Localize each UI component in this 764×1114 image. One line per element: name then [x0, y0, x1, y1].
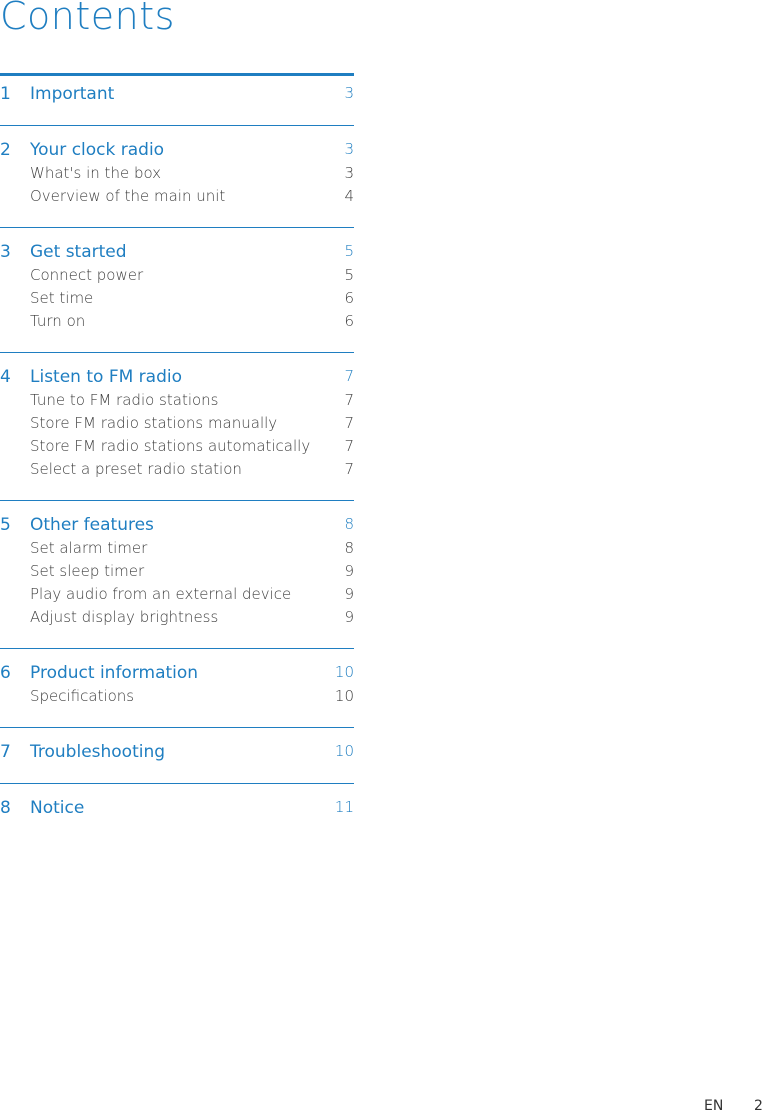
entry-label: Overview of the main unit	[30, 187, 226, 205]
entry-label: Play audio from an external device	[30, 585, 292, 603]
section-page: 5	[344, 242, 354, 260]
section-number: 3	[0, 242, 11, 262]
entry-label: Turn on	[30, 312, 86, 330]
toc-section-heading[interactable]	[0, 242, 354, 265]
toc-entry[interactable]	[0, 561, 354, 584]
entry-page: 6	[344, 312, 354, 330]
section-title: Get started	[30, 242, 127, 262]
entry-page: 5	[344, 266, 354, 284]
entry-page: 7	[344, 437, 354, 455]
toc-entry[interactable]	[0, 288, 354, 311]
toc-entry[interactable]	[0, 607, 354, 630]
toc-section	[0, 227, 354, 352]
section-title: Notice	[30, 798, 85, 818]
toc-section	[0, 500, 354, 648]
entry-label: Specifications	[30, 687, 135, 705]
toc-entry[interactable]	[0, 265, 354, 288]
section-title: Other features	[30, 515, 154, 535]
toc-section-heading[interactable]	[0, 140, 354, 163]
toc-entry[interactable]	[0, 584, 354, 607]
toc-entry[interactable]	[0, 163, 354, 186]
entry-page: 9	[344, 608, 354, 626]
section-number: 7	[0, 742, 11, 762]
page-title: Contents	[0, 0, 175, 38]
footer-language: EN	[704, 1098, 724, 1114]
table-of-contents	[0, 73, 354, 821]
entry-label: What's in the box	[30, 164, 162, 182]
toc-section	[0, 648, 354, 727]
toc-entry[interactable]	[0, 686, 354, 709]
toc-section-heading[interactable]	[0, 798, 354, 821]
entry-page: 7	[344, 414, 354, 432]
entry-label: Adjust display brightness	[30, 608, 219, 626]
section-number: 2	[0, 140, 11, 160]
toc-section-heading[interactable]	[0, 663, 354, 686]
section-page: 3	[344, 84, 354, 102]
entry-page: 10	[334, 687, 354, 705]
toc-section-heading[interactable]	[0, 84, 354, 107]
section-number: 1	[0, 84, 11, 104]
entry-page: 6	[344, 289, 354, 307]
entry-page: 8	[344, 539, 354, 557]
section-title: Your clock radio	[30, 140, 165, 160]
entry-label: Store FM radio stations automatically	[30, 437, 311, 455]
toc-section-heading[interactable]	[0, 515, 354, 538]
entry-page: 4	[344, 187, 354, 205]
section-title: Listen to FM radio	[30, 367, 182, 387]
entry-page: 3	[344, 164, 354, 182]
section-title: Important	[30, 84, 115, 104]
toc-entry[interactable]	[0, 459, 354, 482]
entry-label: Set alarm timer	[30, 539, 148, 557]
entry-label: Tune to FM radio stations	[30, 391, 219, 409]
section-page: 10	[334, 663, 354, 681]
toc-section	[0, 783, 354, 821]
toc-section-heading[interactable]	[0, 367, 354, 390]
footer-page-number: 2	[754, 1098, 763, 1114]
entry-page: 7	[344, 391, 354, 409]
section-page: 11	[334, 798, 354, 816]
toc-section	[0, 352, 354, 500]
toc-entry[interactable]	[0, 538, 354, 561]
section-number: 5	[0, 515, 11, 535]
entry-label: Set sleep timer	[30, 562, 145, 580]
toc-section	[0, 727, 354, 783]
toc-entry[interactable]	[0, 436, 354, 459]
toc-section	[0, 125, 354, 227]
toc-entry[interactable]	[0, 311, 354, 334]
toc-entry[interactable]	[0, 390, 354, 413]
entry-label: Connect power	[30, 266, 144, 284]
entry-page: 9	[344, 562, 354, 580]
entry-label: Store FM radio stations manually	[30, 414, 278, 432]
entry-label: Set time	[30, 289, 94, 307]
section-title: Product information	[30, 663, 199, 683]
section-number: 8	[0, 798, 11, 818]
section-number: 4	[0, 367, 11, 387]
entry-label: Select a preset radio station	[30, 460, 242, 478]
toc-section-heading[interactable]	[0, 742, 354, 765]
section-page: 10	[334, 742, 354, 760]
entry-page: 7	[344, 460, 354, 478]
toc-entry[interactable]	[0, 413, 354, 436]
section-number: 6	[0, 663, 11, 683]
toc-section	[0, 76, 354, 125]
section-page: 8	[344, 515, 354, 533]
section-page: 7	[344, 367, 354, 385]
entry-page: 9	[344, 585, 354, 603]
toc-entry[interactable]	[0, 186, 354, 209]
section-title: Troubleshooting	[30, 742, 166, 762]
section-page: 3	[344, 140, 354, 158]
